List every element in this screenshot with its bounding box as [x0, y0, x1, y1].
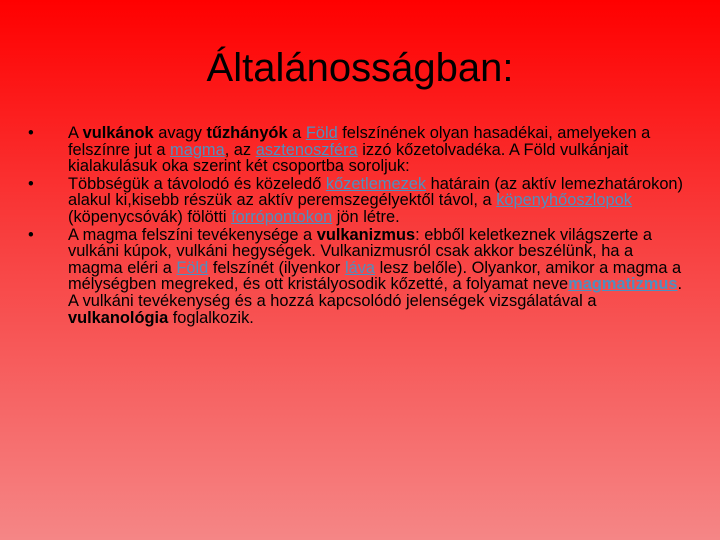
text-segment: A magma felszíni tevékenysége a [68, 225, 317, 244]
text-segment: jön létre. [332, 207, 400, 226]
text-segment: lesz belőle). Olyankor, amikor a magma a mélységben megreked, és ott kristályosodik kőzetté, a folyamat neve [68, 258, 682, 294]
bold-term-vulkanok: vulkánok [82, 124, 154, 142]
link-asztenoszfera[interactable]: asztenoszféra [255, 140, 358, 159]
text-segment: határain (az aktív lemezhatárokon) alakul ki,kisebb részük az aktív peremszegélyektől távol, a [68, 174, 684, 210]
link-lava[interactable]: láva [344, 258, 376, 277]
text-segment: A [68, 124, 83, 142]
text-segment: izzó kőzetolvadéka. A Föld vulkánjait kialakulásuk oka szerint két csoportba soroljuk: [68, 140, 629, 176]
text-segment: foglalkozik. [168, 308, 254, 327]
text-segment: (köpenycsóvák) fölötti [68, 207, 232, 226]
bullet-item-magma-felszini [24, 227, 684, 327]
bullet-marker: • [28, 174, 34, 193]
link-fold[interactable]: Föld [305, 124, 338, 142]
text-segment: : ebből keletkeznek világszerte a vulkáni kúpok, vulkáni hegységek. Vulkanizmusról csak akkor beszélünk, ha a magma eléri a [68, 225, 653, 277]
bullet-list [24, 125, 684, 327]
bullet-marker: • [28, 225, 34, 244]
text-segment: , az [224, 140, 256, 159]
link-magma[interactable]: magma [170, 140, 225, 159]
text-segment: avagy [153, 124, 207, 142]
link-forropontokon[interactable]: forrópontokon [231, 207, 333, 226]
text-segment: Többségük a távolodó és közeledő [68, 174, 326, 193]
slide-title: Általánosságban: [206, 46, 514, 90]
link-magmatizmus[interactable]: magmatizmus [568, 275, 678, 294]
bullet-marker: • [28, 124, 34, 142]
bold-term-vulkanologia: vulkanológia [68, 308, 169, 327]
bullet-item-tobbseguk [24, 176, 684, 226]
text-segment: . A vulkáni tevékenység és a hozzá kapcsolódó jelenségek vizsgálatával a [68, 275, 683, 310]
text-segment: felszínének olyan hasadékai, amelyeken a felszínre jut a [68, 124, 651, 159]
link-kopenyhooszlopok[interactable]: köpenyhőoszlopok [496, 191, 632, 210]
text-segment: felszínét (ilyenkor [208, 258, 345, 277]
bullet-item-vulkanok [24, 125, 684, 175]
link-fold-2[interactable]: Föld [176, 258, 209, 277]
link-kozetlemezek[interactable]: kőzetlemezek [325, 174, 427, 193]
text-segment: a [287, 124, 306, 142]
bold-term-vulkanizmus: vulkanizmus [316, 225, 416, 244]
bold-term-tuzhanyok: tűzhányók [206, 124, 288, 142]
